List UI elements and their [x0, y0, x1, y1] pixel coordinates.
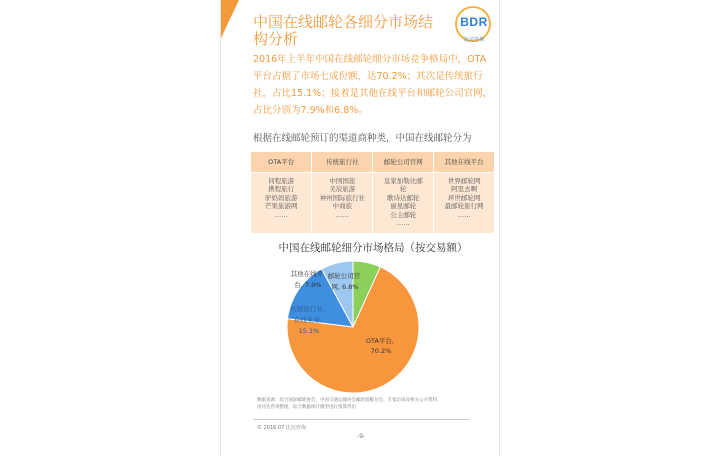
- copyright: © 2016.07 比达咨询: [257, 425, 306, 431]
- list-item: 同程旅游: [268, 176, 295, 185]
- list-item: 丽星邮轮: [390, 202, 417, 211]
- list-item: ……: [335, 210, 349, 219]
- list-item: 阿里去啊: [451, 185, 478, 194]
- list-item: 神州国际旅行社: [319, 193, 366, 202]
- list-item: 芒果旅游网: [264, 202, 298, 211]
- list-item: 皇家加勒比邮: [383, 176, 423, 185]
- list-item: 携程旅行: [268, 185, 295, 194]
- list-item: 最邮轮旅行网: [444, 202, 484, 211]
- list-item: 中国国旅: [329, 176, 356, 185]
- header-other-online: 其他在线平台: [434, 152, 495, 172]
- footer-divider: [253, 419, 469, 420]
- label-other-online: 其他在线平 台, 7.9%: [290, 270, 324, 289]
- source-line: 由比达咨询整理，综合数据统计模型进行推算得出: [257, 405, 356, 410]
- chart-title: 中国在线邮轮细分市场格局（按交易额）: [278, 242, 468, 254]
- header-cruise-official-site: 邮轮公司官网: [373, 152, 434, 172]
- page-title: 中国在线邮轮各细分市场结构分析: [253, 13, 434, 48]
- list-item: 轮: [399, 185, 407, 194]
- list-item: ……: [457, 210, 471, 219]
- source-line: 数据来源：综合国际邮轮协会、中国交通运输协会邮轮游艇分会、专家访谈及相关公开资料，: [257, 398, 442, 403]
- list-item: 环世邮轮网: [447, 193, 481, 202]
- header-ota: OTA平台: [251, 152, 312, 172]
- list-item: 世界邮轮网: [447, 176, 481, 185]
- list-item: ……: [274, 210, 288, 219]
- lead-sentence: 根据在线邮轮预订的渠道商种类，中国在线邮轮分为: [253, 133, 472, 144]
- logo-subtext: 比达咨询: [463, 37, 484, 43]
- label-official-site: 邮轮公司官 网, 6.8%: [327, 272, 361, 291]
- logo-text: BDR: [460, 15, 488, 29]
- list-item: 歌诗达邮轮: [386, 193, 420, 202]
- list-item: 公主邮轮: [390, 210, 417, 219]
- list-item: 驴妈妈旅游: [264, 193, 298, 202]
- list-item: 美辰旅游: [329, 185, 356, 194]
- data-source-note: [257, 397, 469, 411]
- pie-chart: [221, 0, 500, 456]
- label-ota: OTA平台, 70.2%: [365, 337, 395, 355]
- page-number: -9-: [356, 433, 366, 440]
- report-page: [220, 0, 500, 456]
- list-item: ……: [396, 219, 410, 228]
- intro-paragraph: 2016年上半年中国在线邮轮细分市场竞争格局中，OTA平台占据了市场七成份额，达70.2%；其次是传统旅行社，占比15.1%；接着是其他在线平台和邮轮公司官网，占比分别为7.9%和6.8%。: [253, 54, 493, 116]
- list-item: 中商旅: [332, 202, 353, 211]
- header-traditional-agency: 传统旅行社: [312, 152, 373, 172]
- label-traditional: 传统旅行社, 在线业务, 15.1%: [290, 305, 326, 335]
